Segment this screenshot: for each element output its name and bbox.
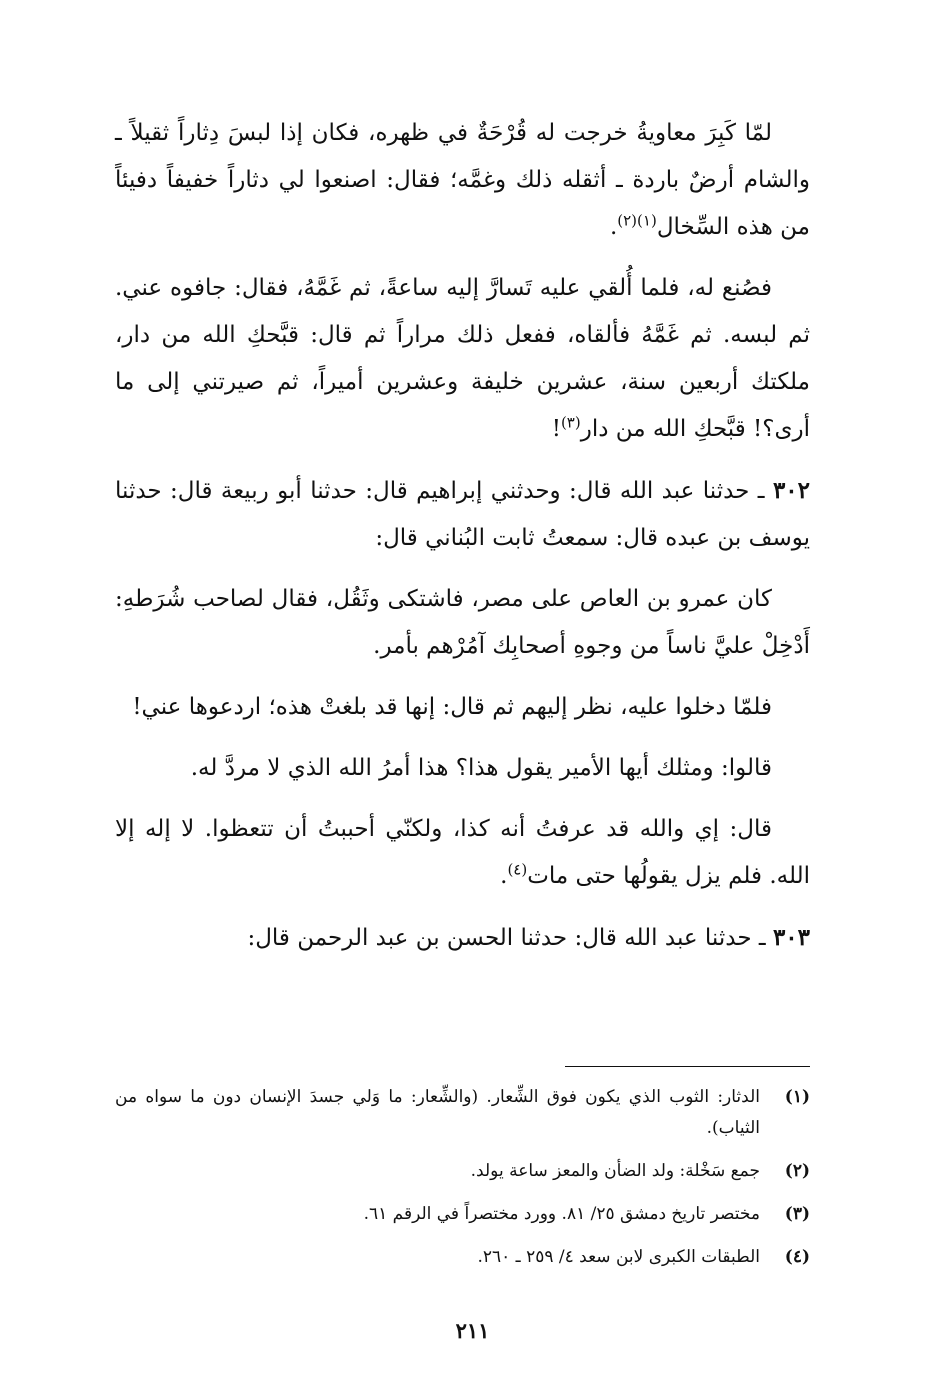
footnote-number: (٣)	[784, 1204, 810, 1224]
isnad-text: ـ حدثنا عبد الله قال: حدثنا الحسن بن عبد الرحمن قال:	[247, 925, 766, 951]
main-text	[115, 110, 810, 976]
footnote-number: (١)	[784, 1087, 810, 1107]
paragraph-end-punct: .	[609, 214, 618, 240]
footnote-text: الدثار: الثوب الذي يكون فوق الشِّعار. (والشِّعار: ما وَلي جسدَ الإنسان دون ما سواه من الثياب).	[115, 1087, 760, 1138]
paragraph-end-punct: !	[551, 416, 561, 442]
paragraph-he-said	[115, 806, 810, 900]
paragraph-end-punct: .	[500, 863, 508, 889]
paragraph-text: فلمّا دخلوا عليه، نظر إليهم ثم قال: إنها قد بلغتْ هذه؛ اردعوها عني!	[132, 694, 772, 720]
footnotes	[115, 1082, 810, 1285]
paragraph-text: قالوا: ومثلك أيها الأمير يقول هذا؟ هذا أمرُ الله الذي لا مردَّ له.	[190, 755, 772, 781]
footnote-text: جمع سَخْلة: ولد الضأن والمعز ساعة يولد.	[470, 1161, 760, 1181]
footnote-number: (٤)	[784, 1247, 810, 1267]
paragraph-entered	[115, 684, 810, 731]
footnote-ref-3-marker: (٣)	[560, 413, 581, 432]
footnote-number: (٢)	[784, 1161, 810, 1181]
footnote-ref-4-marker: (٤)	[507, 860, 528, 879]
footnote-4	[115, 1242, 810, 1273]
footnote-2	[115, 1156, 810, 1187]
isnad-text: ـ حدثنا عبد الله قال: وحدثني إبراهيم قال: حدثنا أبو ربيعة قال: حدثنا يوسف بن عبده قال: سمعتُ ثابت البُناني قال:	[115, 478, 810, 551]
footnote-1	[115, 1082, 810, 1144]
paragraph-text: فصُنع له، فلما أُلقي عليه تَسارَّ إليه ساعةً، ثم غَمَّهُ، فقال: جافوه عني. ثم لبسه. ثم غَمَّهُ فألقاه، ففعل ذلك مراراً ثم قال: قبَّحكِ الله من دار، ملكتك أربعين سنة، عشرين خليفة وعشرين أميراً، ثم صيرتني إلى ما أرى؟! قبَّحكِ الله من دار	[115, 275, 810, 442]
paragraph-text: قال: إي والله قد عرفتُ أنه كذا، ولكنّي أحببتُ أن تتعظوا. لا إله إلا الله. فلم يزل يقولُها حتى مات	[115, 816, 810, 889]
paragraph-they-said	[115, 745, 810, 792]
paragraph-amr	[115, 576, 810, 670]
hadith-number: ٣٠٣	[772, 924, 810, 951]
hadith-number: ٣٠٢	[772, 477, 811, 504]
footnote-ref-1-marker: (١)	[637, 211, 657, 230]
paragraph-muawiya	[115, 110, 810, 251]
footnote-ref-2-marker: (٢)	[617, 211, 638, 230]
paragraph-text: كان عمرو بن العاص على مصر، فاشتكى وثَقُل، فقال لصاحب شُرَطهِ: أَدْخِلْ عليَّ ناساً من وجوهِ أصحابِك آمُرْهم بأمر.	[115, 586, 810, 659]
page-number: ٢١١	[455, 1318, 490, 1343]
footnote-text: مختصر تاريخ دمشق ٢٥/ ٨١. وورد مختصراً في الرقم ٦١.	[363, 1204, 760, 1224]
footnote-text: الطبقات الكبرى لابن سعد ٤/ ٢٥٩ ـ ٢٦٠.	[477, 1247, 760, 1267]
hadith-302	[115, 467, 810, 562]
paragraph-text: لمّا كَبِرَ معاويةُ خرجت له قُرْحَةٌ في ظهره، فكان إذا لبسَ دِثاراً ثقيلاً ـ والشام أرضٌ باردة ـ أثقله ذلك وغمَّه؛ فقال: اصنعوا لي دثاراً خفيفاً دفيئاً من هذه السِّخال	[115, 120, 810, 240]
paragraph-cloak	[115, 265, 810, 453]
hadith-303	[115, 914, 810, 962]
footnote-3	[115, 1199, 810, 1230]
footnote-separator	[565, 1066, 810, 1067]
